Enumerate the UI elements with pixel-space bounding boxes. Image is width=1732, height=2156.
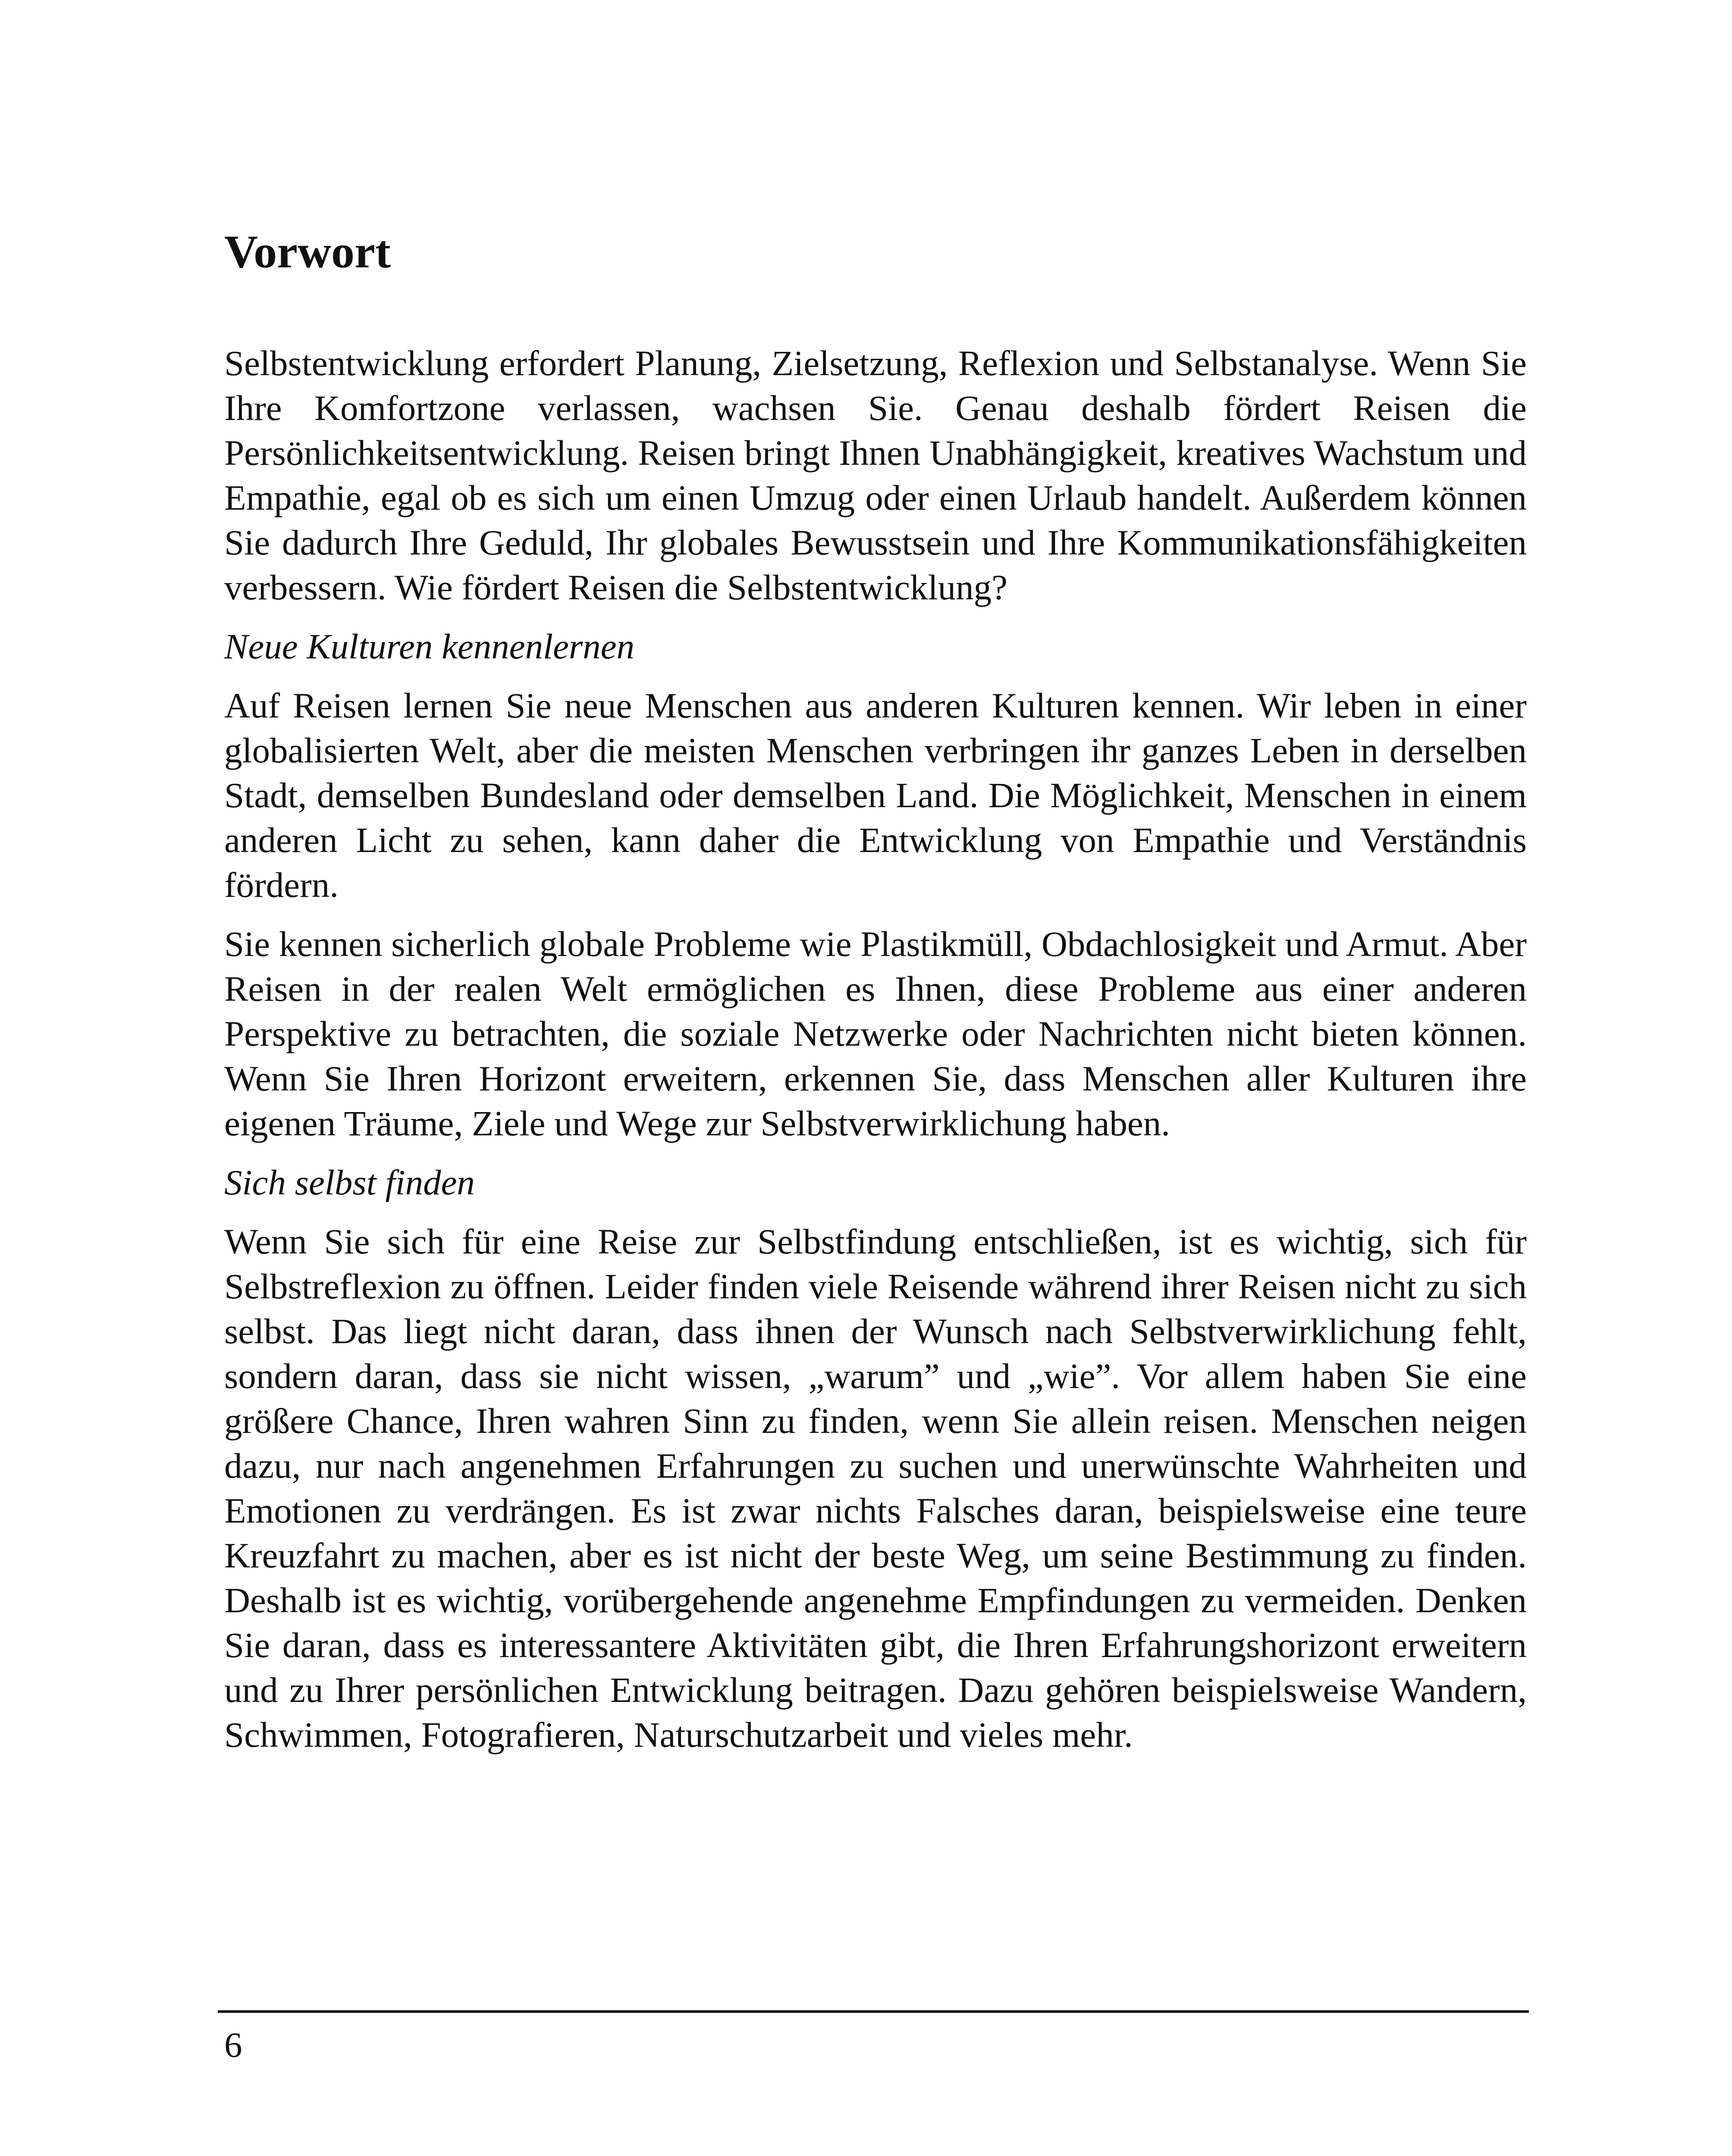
paragraph-intro: Selbstentwicklung erfordert Planung, Zielsetzung, Reflexion und Selbstanalyse. Wenn Sie Ihre Komfortzone verlassen, wachsen Sie. Genau deshalb fördert Reisen die Persönlichkeitsentwicklung. Reisen bringt Ihnen Unabhängigkeit, kreatives Wachstum und Empathie, egal ob es sich um einen Umzug oder einen Urlaub handelt. Außerdem können Sie dadurch Ihre Geduld, Ihr globales Bewusstsein und Ihre Kommunikationsfähigkeiten verbessern. Wie fördert Reisen die Selbstentwicklung?	[224, 343, 1527, 607]
footer-divider	[218, 2010, 1529, 2013]
subheading-self: Sich selbst finden	[224, 1163, 475, 1202]
paragraph-self: Wenn Sie sich für eine Reise zur Selbstfindung entschließen, ist es wichtig, sich für Selbstreflexion zu öffnen. Leider finden viele Reisende während ihrer Reisen nicht zu sich selbst. Das liegt nicht daran, dass ihnen der Wunsch nach Selbstverwirklichung fehlt, sondern daran, dass sie nicht wissen, „warum” und „wie”. Vor allem haben Sie eine größere Chance, Ihren wahren Sinn zu finden, wenn Sie allein reisen. Menschen neigen dazu, nur nach angenehmen Erfahrungen zu suchen und unerwünschte Wahrheiten und Emotionen zu verdrängen. Es ist zwar nichts Falsches daran, beispielsweise eine teure Kreuzfahrt zu machen, aber es ist nicht der beste Weg, um seine Bestimmung zu finden. Deshalb ist es wichtig, vorübergehende angenehme Empfindungen zu vermeiden. Denken Sie daran, dass es interessantere Aktivitäten gibt, die Ihren Erfahrungshorizont erweitern und zu Ihrer persönlichen Entwicklung beitragen. Dazu gehören beispielsweise Wandern, Schwimmen, Fotografieren, Naturschutzarbeit und vieles mehr.	[224, 1222, 1527, 1755]
paragraph-cultures-2: Sie kennen sicherlich globale Probleme wie Plastikmüll, Obdachlosigkeit und Armut. Aber Reisen in der realen Welt ermöglichen es Ihnen, diese Probleme aus einer anderen Perspektive zu betrachten, die soziale Netzwerke oder Nachrichten nicht bieten können. Wenn Sie Ihren Horizont erweitern, erkennen Sie, dass Menschen aller Kulturen ihre eigenen Träume, Ziele und Wege zur Selbstverwirklichung haben.	[224, 924, 1527, 1143]
paragraph-cultures-1: Auf Reisen lernen Sie neue Menschen aus anderen Kulturen kennen. Wir leben in einer globalisierten Welt, aber die meisten Menschen verbringen ihr ganzes Leben in derselben Stadt, demselben Bundesland oder demselben Land. Die Möglichkeit, Menschen in einem anderen Licht zu sehen, kann daher die Entwicklung von Empathie und Verständnis fördern.	[224, 686, 1527, 905]
body-text	[224, 341, 1527, 1771]
page-number: 6	[224, 2025, 242, 2065]
page-title: Vorwort	[224, 226, 391, 278]
subheading-cultures: Neue Kulturen kennenlernen	[224, 627, 635, 666]
